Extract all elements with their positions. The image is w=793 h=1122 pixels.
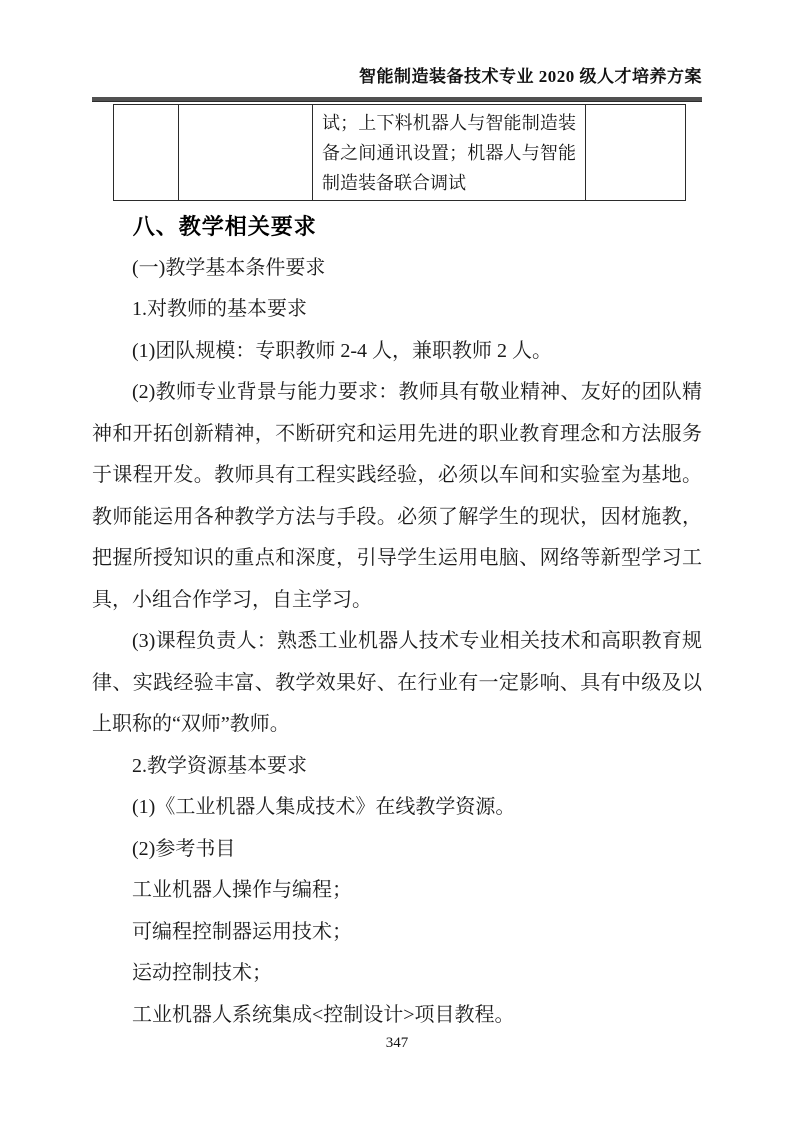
book-list-item-4: 工业机器人系统集成<控制设计>项目教程。	[132, 1003, 515, 1026]
table-cell-empty-3	[586, 105, 686, 201]
page-number: 347	[385, 1035, 409, 1051]
paragraph-teacher-background: (2)教师专业背景与能力要求：教师具有敬业精神、友好的团队精神和开拓创新精神，不断研究和运用先进的职业教育理念和方法服务于课程开发。教师具有工程实践经验，必须以车间和实验室为基地。教师能运用各种教学方法与手段。必须了解学生的现状，因材施教，把握所授知识的重点和深度，引导学生运用电脑、网络等新型学习工具，小组合作学习，自主学习。	[92, 381, 702, 611]
paragraph-reference-books-heading: (2)参考书目	[132, 837, 236, 860]
document-body	[92, 206, 702, 1036]
book-list-item-1: 工业机器人操作与编程；	[132, 879, 352, 901]
page-header-title: 智能制造装备技术专业 2020 级人才培养方案	[359, 67, 702, 86]
book-list-item-3: 运动控制技术；	[132, 962, 272, 984]
table-cell-empty-2	[179, 105, 313, 201]
header-rule	[92, 97, 702, 102]
book-list-item-2: 可编程控制器运用技术；	[132, 920, 352, 943]
table-cell-text: 试；上下料机器人与智能制造装备之间通讯设置；机器人与智能制造装备联合调试	[322, 113, 576, 193]
table-cell-content	[313, 105, 586, 201]
item-heading-teacher-requirements: 1.对教师的基本要求	[132, 298, 307, 320]
paragraph-team-size: (1)团队规模：专职教师 2-4 人，兼职教师 2 人。	[132, 339, 552, 362]
section-heading: 八、教学相关要求	[132, 214, 317, 239]
table-row	[114, 105, 686, 201]
paragraph-course-leader: (3)课程负责人：熟悉工业机器人技术专业相关技术和高职教育规律、实践经验丰富、教学效果好、在行业有一定影响、具有中级及以上职称的“双师”教师。	[92, 630, 702, 735]
table-cell-empty-1	[114, 105, 179, 201]
item-heading-teaching-resources: 2.教学资源基本要求	[132, 754, 307, 777]
course-table-fragment	[113, 104, 686, 201]
paragraph-online-resource: (1)《工业机器人集成技术》在线教学资源。	[132, 796, 516, 818]
subsection-heading-teaching-conditions: (一)教学基本条件要求	[132, 256, 326, 279]
